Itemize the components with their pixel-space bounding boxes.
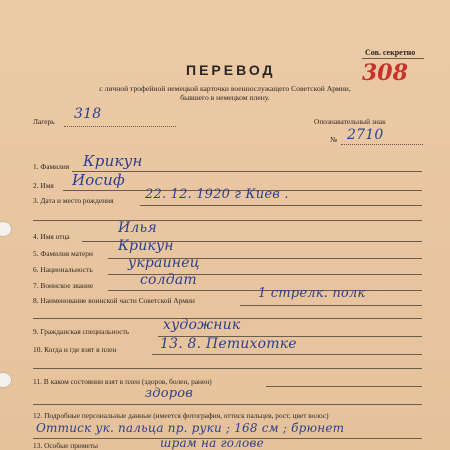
field-value-father: Илья (118, 220, 157, 236)
field-label-rank: 7. Воинское звание (33, 281, 94, 290)
field-value-personal: Оттиск ук. пальца пр. руки ; 168 см ; брюнет (36, 421, 345, 435)
id-mark-value: 2710 (347, 127, 384, 143)
field-line-birth (140, 205, 422, 206)
page-title: ПЕРЕВОД (186, 62, 276, 78)
field-label-name: 2. Имя (33, 181, 54, 190)
field-label-profession: 9. Гражданская специальность (33, 327, 130, 336)
id-mark-line (341, 144, 423, 145)
id-mark-label: Опознавательный знак (314, 117, 386, 126)
field-value-condition: здоров (145, 386, 194, 401)
field-label-captured: 10. Когда и где взят в плен (33, 345, 117, 354)
field-line-condition-2 (33, 404, 422, 405)
camp-line (64, 126, 176, 127)
field-label-mother: 5. Фамилия матери (33, 249, 93, 258)
field-value-nationality: украинец (128, 255, 200, 271)
field-value-unit: 1 стрелк. полк (258, 286, 366, 301)
subtitle-line-2: бывшего в немецком плену. (180, 93, 270, 102)
field-label-father: 4. Имя отца (33, 232, 70, 241)
field-label-marks: 13. Особые приметы (33, 441, 99, 450)
document-number: 308 (362, 60, 408, 86)
punch-hole-bottom (0, 372, 12, 388)
field-label-unit: 8. Наименование воинской части Советской Армии (33, 296, 195, 305)
camp-label: Лагерь (33, 117, 55, 126)
secrecy-stamp: Сов. секретно (365, 48, 416, 57)
camp-value: 318 (74, 106, 102, 122)
subtitle-line-1: с личной трофейной немецкой карточки военнослужащего Советской Армии, (99, 84, 351, 93)
field-value-rank: солдат (140, 272, 197, 288)
punch-hole-top (0, 221, 12, 237)
field-value-mother: Крикун (118, 238, 174, 254)
field-value-name: Иосиф (72, 171, 125, 189)
field-line-condition (266, 386, 422, 387)
field-value-profession: художник (163, 317, 241, 333)
secrecy-underline (362, 58, 424, 59)
field-value-surname: Крикун (83, 152, 143, 170)
field-line-captured (152, 354, 422, 355)
field-value-birth: 22. 12. 1920 г Киев . (145, 187, 289, 202)
field-label-condition: 11. В каком состоянии взят в плен (здоров, болен, ранен) (33, 377, 212, 386)
field-value-captured: 13. 8. Петихотке (160, 336, 297, 352)
field-label-nationality: 6. Национальность (33, 265, 93, 274)
field-line-captured-2 (33, 368, 422, 369)
field-line-birth-2 (33, 220, 422, 221)
field-label-surname: 1. Фамилия (33, 162, 70, 171)
field-label-birth: 3. Дата и место рождения (33, 196, 114, 205)
id-mark-no-label: № (330, 135, 338, 144)
subtitle (40, 84, 410, 102)
field-line-unit (240, 305, 422, 306)
field-value-marks: шрам на голове (160, 436, 264, 450)
field-label-personal: 12. Подробные персональные данные (имеется фотография, оттиск пальцев, рост, цвет волос) (33, 411, 329, 420)
